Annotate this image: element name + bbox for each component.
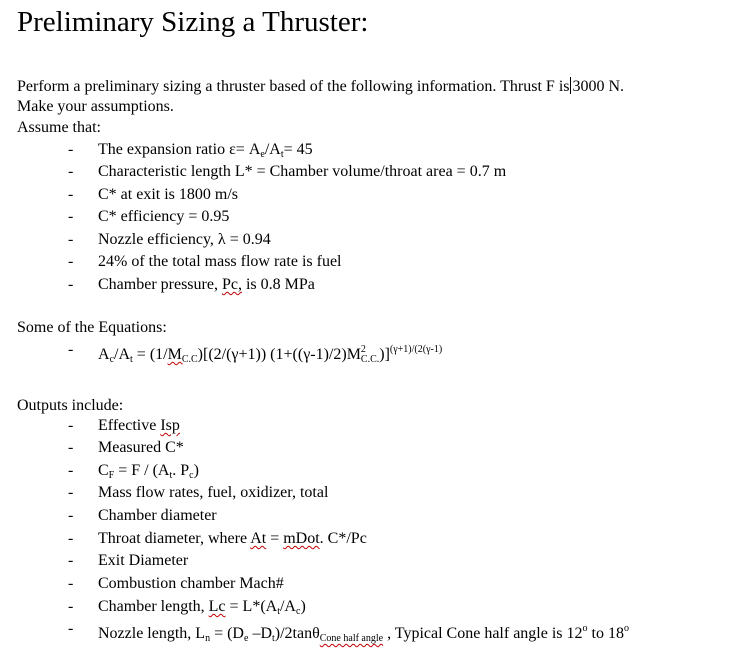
spell-check-word[interactable]: Isp (160, 417, 180, 434)
bullet-dash: - (68, 507, 74, 524)
bullet-dash: - (68, 417, 74, 434)
spell-check-word[interactable]: Cone half angle (319, 633, 384, 644)
bullet-dash: - (68, 484, 74, 501)
bullet-dash: - (68, 598, 74, 615)
chamber-length-text: Chamber length, $Lc = L*(A_t/A_c)$ (98, 598, 306, 617)
chamber-pressure-text: Chamber pressure, Pc, is 0.8 MPa (98, 276, 315, 293)
spell-check-word[interactable]: $M_{C.C}$ (167, 346, 198, 365)
bullet-dash: - (68, 186, 74, 203)
equations-heading: Some of the Equations: (17, 319, 167, 336)
page-title: Preliminary Sizing a Thruster: (17, 6, 369, 38)
bullet-dash: - (68, 620, 74, 637)
chamber-mach-text: Combustion chamber Mach# (98, 575, 284, 592)
exit-diameter-text: Exit Diameter (98, 552, 189, 569)
bullet-dash: - (68, 276, 74, 293)
bullet-dash: - (68, 231, 74, 248)
bullet-dash: - (68, 163, 74, 180)
bullet-dash: - (68, 253, 74, 270)
cstar-efficiency-text: C* efficiency = 0.95 (98, 208, 230, 225)
measured-cstar-text: Measured C* (98, 439, 184, 456)
intro-line-2: Make your assumptions. (17, 98, 174, 115)
spell-check-word[interactable]: At (250, 530, 267, 547)
thrust-value: 3000 N. (572, 78, 625, 95)
area-ratio-equation: $A_c/A_t = (1/M_{C.C})[(2/(\gamma+1))$ $(1+((\gamma-1)/2)M^2_{C.C.})]^{(\gamma+1)/(2(\gamma-1)}$ (98, 344, 443, 365)
bullet-dash: - (68, 552, 74, 569)
effective-isp-text: Effective Isp (98, 417, 180, 434)
mass-flow-text: Mass flow rates, fuel, oxidizer, total (98, 484, 329, 501)
spell-check-word[interactable]: mDot (283, 530, 320, 547)
nozzle-length-text: Nozzle length, $L_n = (D_e$ $-D_t)/2\tan\theta_{Cone half angle}$ , Typical Cone half angle is 12$^o$ to 18$^o$ (98, 623, 629, 644)
cstar-exit-text: C* at exit is 1800 m/s (98, 186, 238, 203)
bullet-dash: - (68, 575, 74, 592)
nozzle-efficiency-text: Nozzle efficiency, λ = 0.94 (98, 231, 271, 248)
bullet-dash: - (68, 439, 74, 456)
throat-diameter-text: Throat diameter, where At = mDot. C*/Pc (98, 530, 367, 547)
intro-line-1 (17, 76, 624, 97)
characteristic-length-text: Characteristic length L* = Chamber volume/throat area = 0.7 m (98, 163, 507, 180)
outputs-heading: Outputs include: (17, 397, 124, 414)
chamber-diameter-text: Chamber diameter (98, 507, 217, 524)
assume-heading: Assume that: (17, 119, 101, 136)
expansion-ratio-text: The expansion ratio $\varepsilon= A_e/A_t= 45$ (98, 141, 313, 160)
bullet-dash: - (68, 341, 74, 358)
bullet-dash: - (68, 141, 74, 158)
bullet-dash: - (68, 462, 74, 479)
bullet-dash: - (68, 530, 74, 547)
fuel-fraction-text: 24% of the total mass flow rate is fuel (98, 253, 342, 270)
thrust-coefficient-text: $C_F = F / (A_t$. $P_c$) (98, 462, 199, 481)
spell-check-word[interactable]: Pc, (221, 276, 242, 293)
intro-text: Perform a preliminary sizing a thruster based of the following information. Thrust F is (17, 78, 570, 95)
spell-check-word[interactable]: Lc (208, 598, 226, 615)
bullet-dash: - (68, 208, 74, 225)
